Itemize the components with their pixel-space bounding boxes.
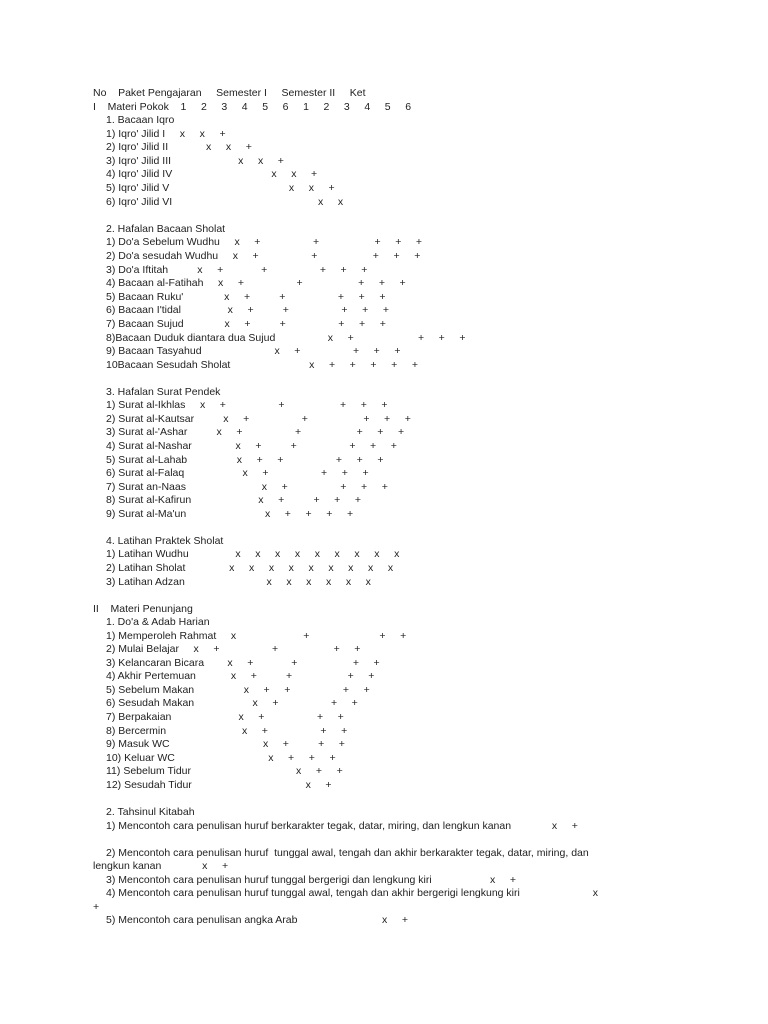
schedule-row-continuation: + <box>93 901 100 913</box>
section-heading-materi-penunjang: II Materi Penunjang <box>93 603 193 615</box>
schedule-row: 6) Surat al-Falaq x + + + + <box>106 467 369 479</box>
schedule-row: 10) Keluar WC x + + + <box>106 752 336 764</box>
schedule-row: 4) Akhir Pertemuan x + + + + <box>106 670 375 682</box>
schedule-row: 5) Iqro' Jilid V x x + <box>106 182 335 194</box>
schedule-row: 7) Surat an-Naas x + + + + <box>106 481 388 493</box>
schedule-row: 2) Latihan Sholat x x x x x x x x x <box>106 562 394 574</box>
schedule-row: 11) Sebelum Tidur x + + <box>106 765 343 777</box>
schedule-row: 1) Mencontoh cara penulisan huruf berkarakter tegak, datar, miring, dan lengkun kanan x + <box>106 820 578 832</box>
schedule-row-continuation: lengkun kanan x + <box>93 860 229 872</box>
schedule-row: 1) Latihan Wudhu x x x x x x x x x <box>106 548 400 560</box>
schedule-row: 4) Surat al-Nashar x + + + + + <box>106 440 397 452</box>
schedule-row: 8) Surat al-Kafirun x + + + + <box>106 494 362 506</box>
schedule-row: 9) Bacaan Tasyahud x + + + + <box>106 345 401 357</box>
schedule-row: 10Bacaan Sesudah Sholat x + + + + + <box>106 359 418 371</box>
schedule-row: 2) Iqro' Jilid II x x + <box>106 141 252 153</box>
schedule-row: 5) Bacaan Ruku' x + + + + + <box>106 291 386 303</box>
subsection-heading: 2. Tahsinul Kitabah <box>106 806 195 818</box>
section-heading-materi-pokok: I Materi Pokok 1 2 3 4 5 6 1 2 3 4 5 6 <box>93 101 412 113</box>
schedule-row: 5) Surat al-Lahab x + + + + + <box>106 454 384 466</box>
subsection-heading: 1. Do'a & Adab Harian <box>106 616 210 628</box>
subsection-heading: 3. Hafalan Surat Pendek <box>106 386 221 398</box>
schedule-row: 3) Mencontoh cara penulisan huruf tunggal bergerigi dan lengkung kiri x + <box>106 874 517 886</box>
schedule-row: 3) Kelancaran Bicara x + + + + <box>106 657 380 669</box>
schedule-row: 3) Do'a Iftitah x + + + + + <box>106 264 368 276</box>
schedule-row: 12) Sesudah Tidur x + <box>106 779 332 791</box>
schedule-row: 4) Bacaan al-Fatihah x + + + + + <box>106 277 406 289</box>
schedule-row: 5) Sebelum Makan x + + + + <box>106 684 370 696</box>
schedule-row: 2) Do'a sesudah Wudhu x + + + + + <box>106 250 421 262</box>
schedule-row: 6) Iqro' Jilid VI x x <box>106 196 344 208</box>
subsection-heading: 2. Hafalan Bacaan Sholat <box>106 223 226 235</box>
schedule-row: 4) Iqro' Jilid IV x x + <box>106 168 318 180</box>
schedule-row: 1) Do'a Sebelum Wudhu x + + + + + <box>106 236 423 248</box>
subsection-heading: 4. Latihan Praktek Sholat <box>106 535 224 547</box>
schedule-row: 6) Bacaan I'tidal x + + + + + <box>106 304 389 316</box>
schedule-row: 3) Iqro' Jilid III x x + <box>106 155 284 167</box>
schedule-row: 9) Surat al-Ma'un x + + + + <box>106 508 354 520</box>
schedule-row: 3) Latihan Adzan x x x x x x <box>106 576 371 588</box>
schedule-row: 2) Surat al-Kautsar x + + + + + <box>106 413 411 425</box>
subsection-heading: 1. Bacaan Iqro <box>106 114 175 126</box>
schedule-row: 7) Berpakaian x + + + <box>106 711 344 723</box>
schedule-row: 8)Bacaan Duduk diantara dua Sujud x + + + + <box>106 332 466 344</box>
schedule-row: 3) Surat al-'Ashar x + + + + + <box>106 426 405 438</box>
schedule-row: 1) Surat al-Ikhlas x + + + + + <box>106 399 388 411</box>
schedule-row: 2) Mencontoh cara penulisan huruf tunggal awal, tengah dan akhir berkarakter tegak, datar, miring, dan <box>106 847 589 859</box>
schedule-row: 4) Mencontoh cara penulisan huruf tunggal awal, tengah dan akhir bergerigi lengkung kiri x <box>106 887 599 899</box>
schedule-row: 1) Memperoleh Rahmat x + + + <box>106 630 407 642</box>
schedule-row: 7) Bacaan Sujud x + + + + + <box>106 318 386 330</box>
schedule-row: 1) Iqro' Jilid I x x + <box>106 128 226 140</box>
header-row: No Paket Pengajaran Semester I Semester II Ket <box>93 87 366 99</box>
schedule-row: 6) Sesudah Makan x + + + <box>106 697 358 709</box>
schedule-row: 5) Mencontoh cara penulisan angka Arab x + <box>106 914 409 926</box>
schedule-row: 9) Masuk WC x + + + <box>106 738 345 750</box>
schedule-row: 8) Bercermin x + + + <box>106 725 348 737</box>
schedule-row: 2) Mulai Belajar x + + + + <box>106 643 361 655</box>
